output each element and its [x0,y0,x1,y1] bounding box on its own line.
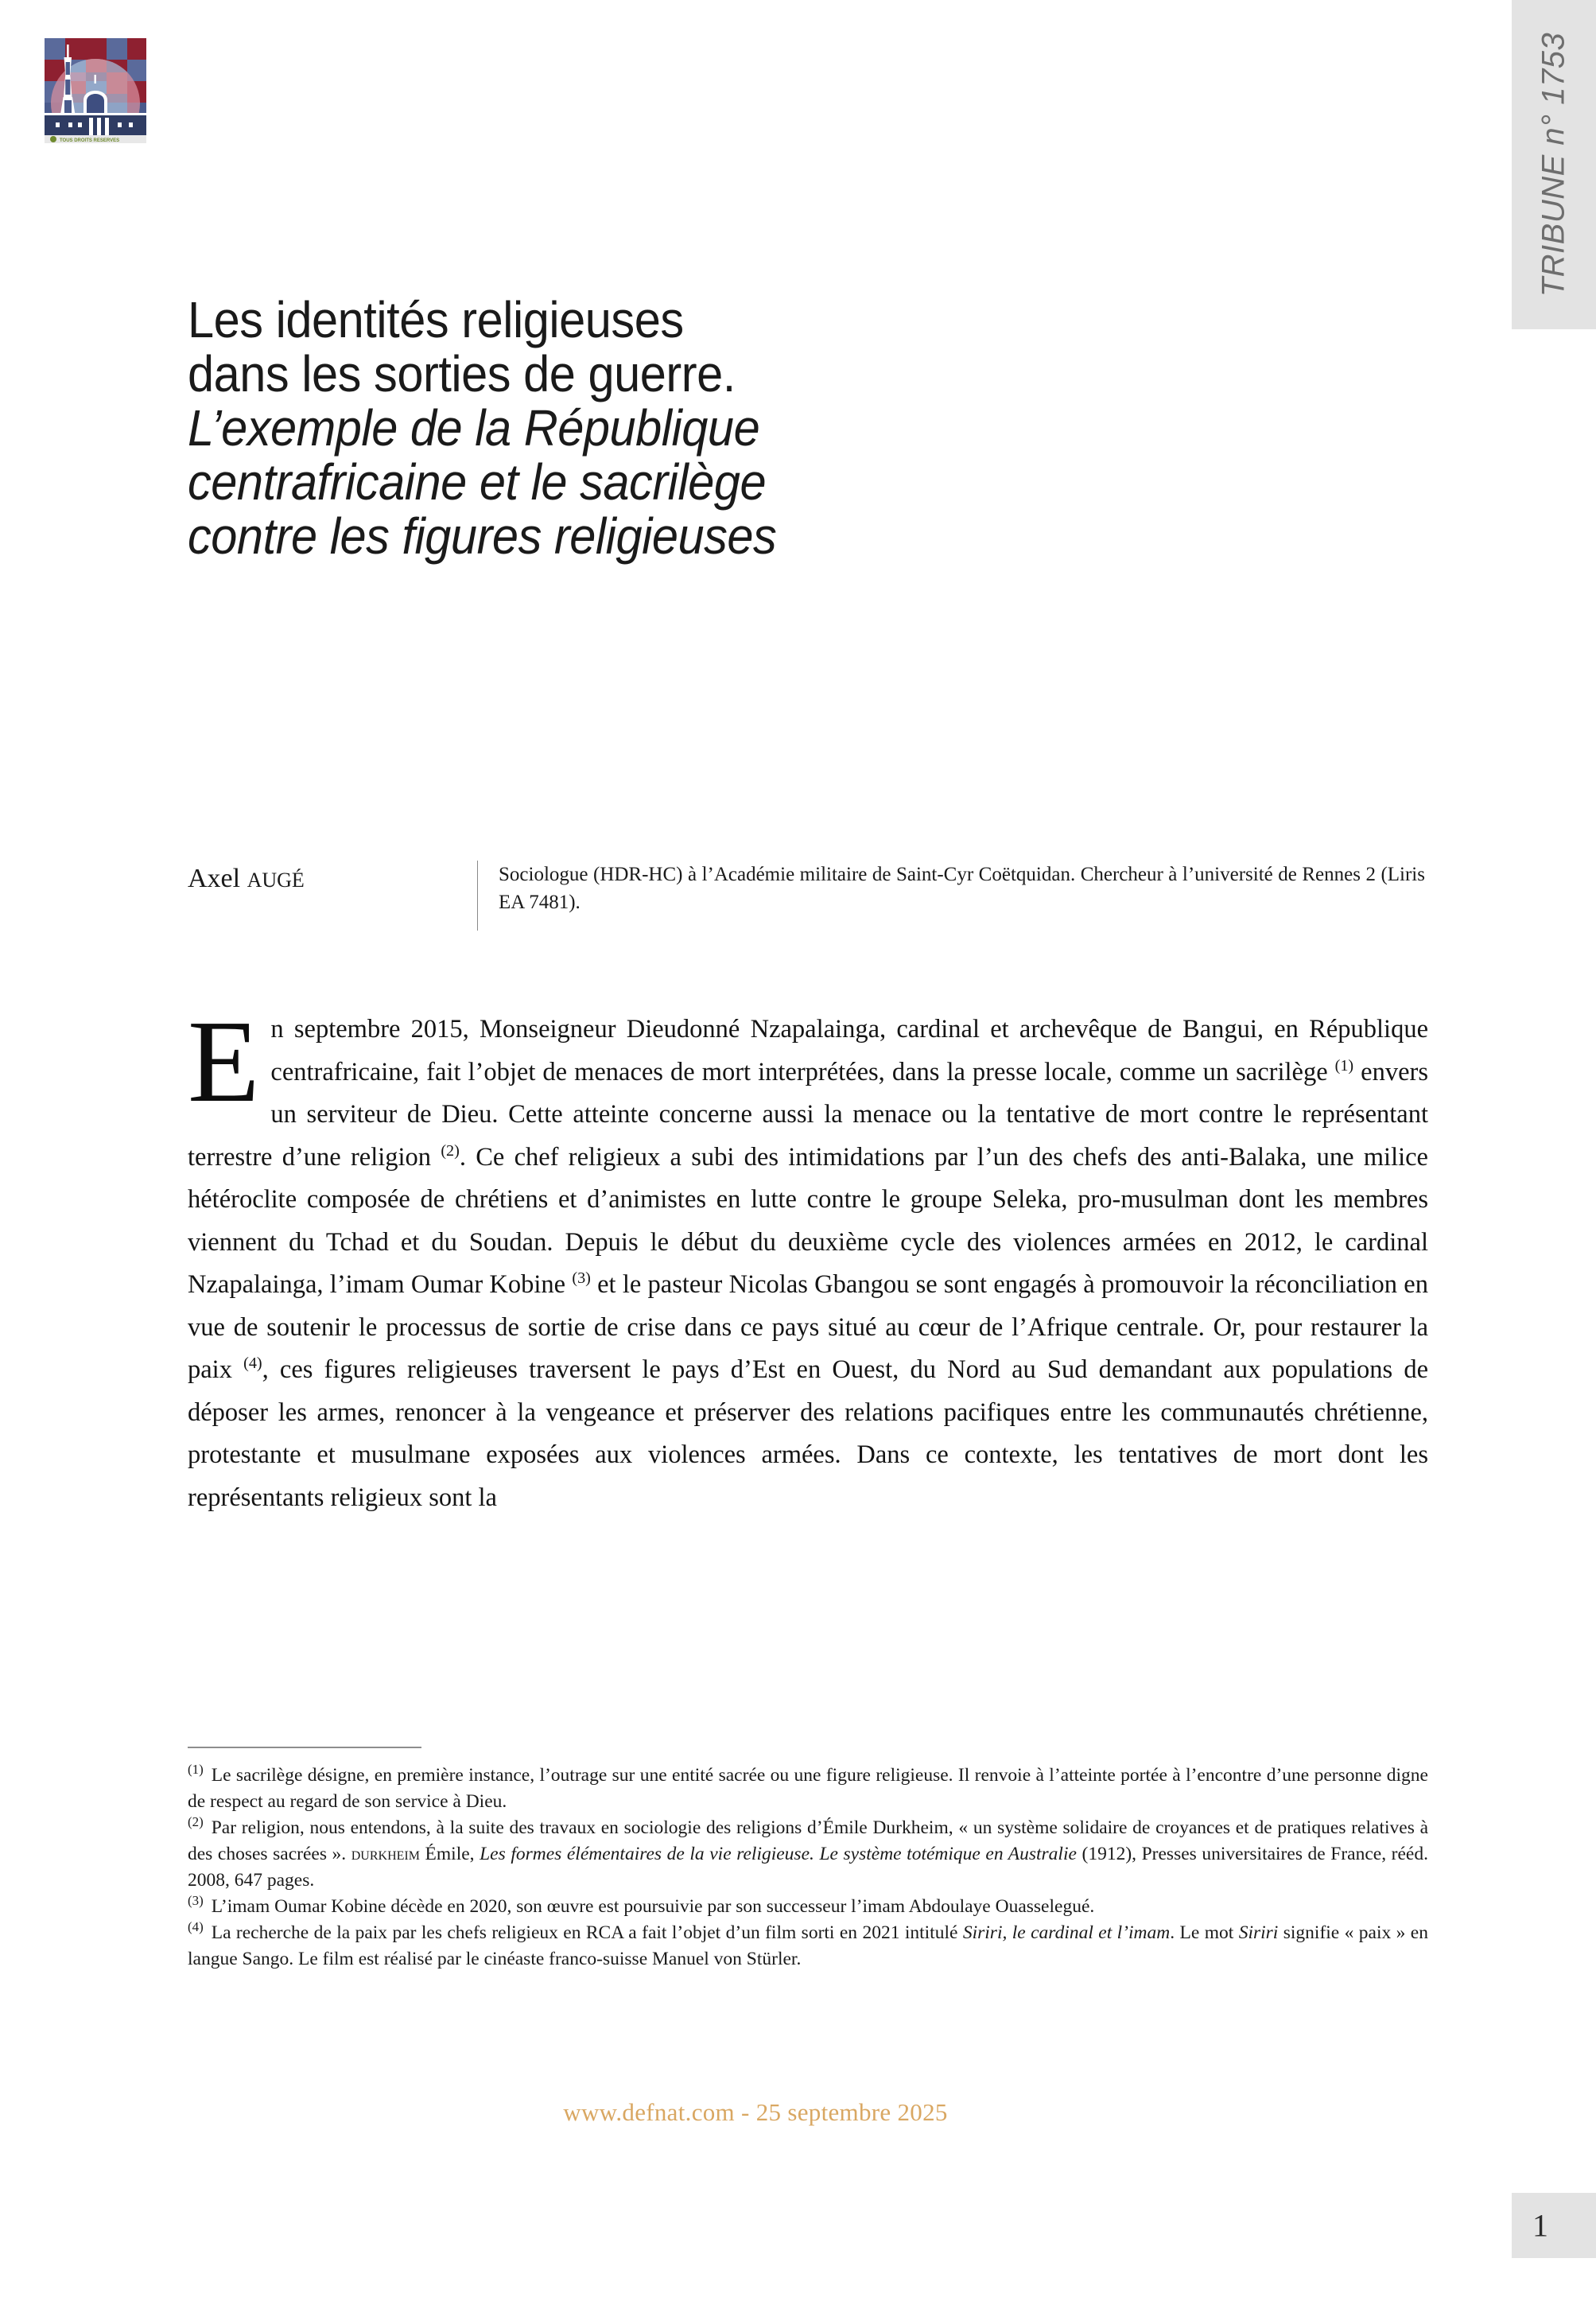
body-segment-2: envers un serviteur de Dieu. Cette atteinte concerne aussi la menace ou la tentative de mort contre le représentant terrestre d’une religion [188,1057,1428,1172]
subtitle-line-1: L’exemple de la République [188,399,760,457]
body-segment-1: n septembre 2015, Monseigneur Dieudonné Nzapalainga, cardinal et archevêque de Bangui, en République centrafricaine, fait l’objet de menaces de mort interprétées, dans la presse locale, comme un sacrilège [270,1015,1428,1086]
author-name [188,861,477,896]
footnote-text: La recherche de la paix par les chefs religieux en RCA a fait l’objet d’un film sorti en 2021 intitulé [211,1922,963,1943]
footnote-marker: (1) [188,1762,204,1778]
footnote-ref-3[interactable]: (3) [572,1269,591,1288]
body-segment-5: , ces figures religieuses traversent le pays d’Est en Ouest, du Nord au Sud demandant aux populations de déposer les armes, renoncer à la vengeance et préserver des relations pacifiques entre les communautés chrétienne, protestante et musulmane exposées aux violences armées. Dans ce contexte, les tentatives de mort dont les représentants religieux sont la [188,1355,1428,1512]
footnote-text: Le sacrilège désigne, en première instance, l’outrage sur une entité sacrée ou une figure religieuse. Il renvoie à l’atteinte portée à l’encontre d’une personne digne de respect au regard de son service à Dieu. [188,1765,1428,1812]
tribune-number-label: TRIBUNE n° 1753 [1536,32,1571,297]
author-byline [188,861,1428,931]
defnat-logo [45,38,146,143]
footnote-separator-rule [188,1747,421,1748]
page-number-box [1512,2193,1596,2258]
footnote-text: (1912), Presses universitaires de France, rééd. 2008, 647 pages. [188,1844,1428,1891]
footnote-item [188,1894,1428,1920]
footnote-item [188,1763,1428,1815]
article-body [188,997,1428,1519]
subtitle-line-2: centrafricaine et le sacrilège [188,453,767,511]
body-paragraph-1 [188,997,1428,1519]
logo-icon [45,38,146,143]
author-bio: Sociologue (HDR-HC) à l’Académie militaire de Saint-Cyr Coëtquidan. Chercheur à l’université de Rennes 2 (Liris EA 7481). [499,864,1425,913]
author-surname: augé [247,861,305,894]
page-footer[interactable]: www.defnat.com - 25 septembre 2025 [563,2098,948,2126]
tribune-side-tab [1512,0,1596,329]
title-line-1: Les identités religieuses [188,291,684,348]
footnote-ref-4[interactable]: (4) [243,1355,262,1373]
footnote-marker: (2) [188,1814,204,1830]
footnote-text: signifie « paix » en langue Sango. Le film est réalisé par le cinéaste franco-suisse Manuel von Stürler. [188,1922,1428,1969]
footnote-word-italic: Siriri [1238,1922,1279,1943]
body-segment-3: . Ce chef religieux a subi des intimidations par l’un des chefs des anti-Balaka, une milice hétéroclite composée de chrétiens et d’animistes en lutte contre le groupe Seleka, pro-musulman dont les membres viennent du Tchad et du Soudan. Depuis le début du deuxième cycle des violences armées en 2012, le cardinal Nzapalainga, l’imam Oumar Kobine [188,1142,1428,1299]
footnote-marker: (3) [188,1893,204,1909]
footnote-text: L’imam Oumar Kobine décède en 2020, son œuvre est poursuivie par son successeur l’imam Abdoulaye Ouasselegué. [211,1896,1095,1917]
footnote-film-title: Siriri, le cardinal et l’imam [962,1922,1171,1943]
footnotes-section [188,1747,1428,1973]
page-number: 1 [1532,2207,1548,2244]
footnote-ref-2[interactable]: (2) [441,1141,460,1160]
title-line-2: dans les sorties de guerre. [188,345,736,402]
footnote-author-smallcaps: durkheim [351,1844,420,1864]
footnote-ref-1[interactable]: (1) [1334,1056,1354,1075]
footnote-text: Par religion, nous entendons, à la suite des travaux en sociologie des religions d’Émile Durkheim, « un système solidaire de croyances et de pratiques relatives à des choses sacrées ». [188,1817,1428,1864]
footnote-item [188,1815,1428,1894]
footnote-text: Émile, [419,1844,480,1864]
logo-banner-text: TOUS DROITS RESERVES [60,138,120,143]
footnote-book-title: Les formes élémentaires de la vie religieuse. Le système totémique en Australie [480,1844,1077,1864]
footnote-text: . Le mot [1170,1922,1239,1943]
footnote-item [188,1920,1428,1973]
subtitle-line-3: contre les figures religieuses [188,507,777,565]
page-title [188,293,1365,563]
body-segment-4: et le pasteur Nicolas Gbangou se sont engagés à promouvoir la réconciliation en vue de soutenir le processus de sortie de crise dans ce pays situé au cœur de l’Afrique centrale. Or, pour restaurer la paix [188,1270,1428,1384]
footnote-marker: (4) [188,1919,204,1935]
author-first-name: Axel [188,864,247,893]
drop-cap: E [188,997,260,1127]
author-divider [477,861,478,931]
